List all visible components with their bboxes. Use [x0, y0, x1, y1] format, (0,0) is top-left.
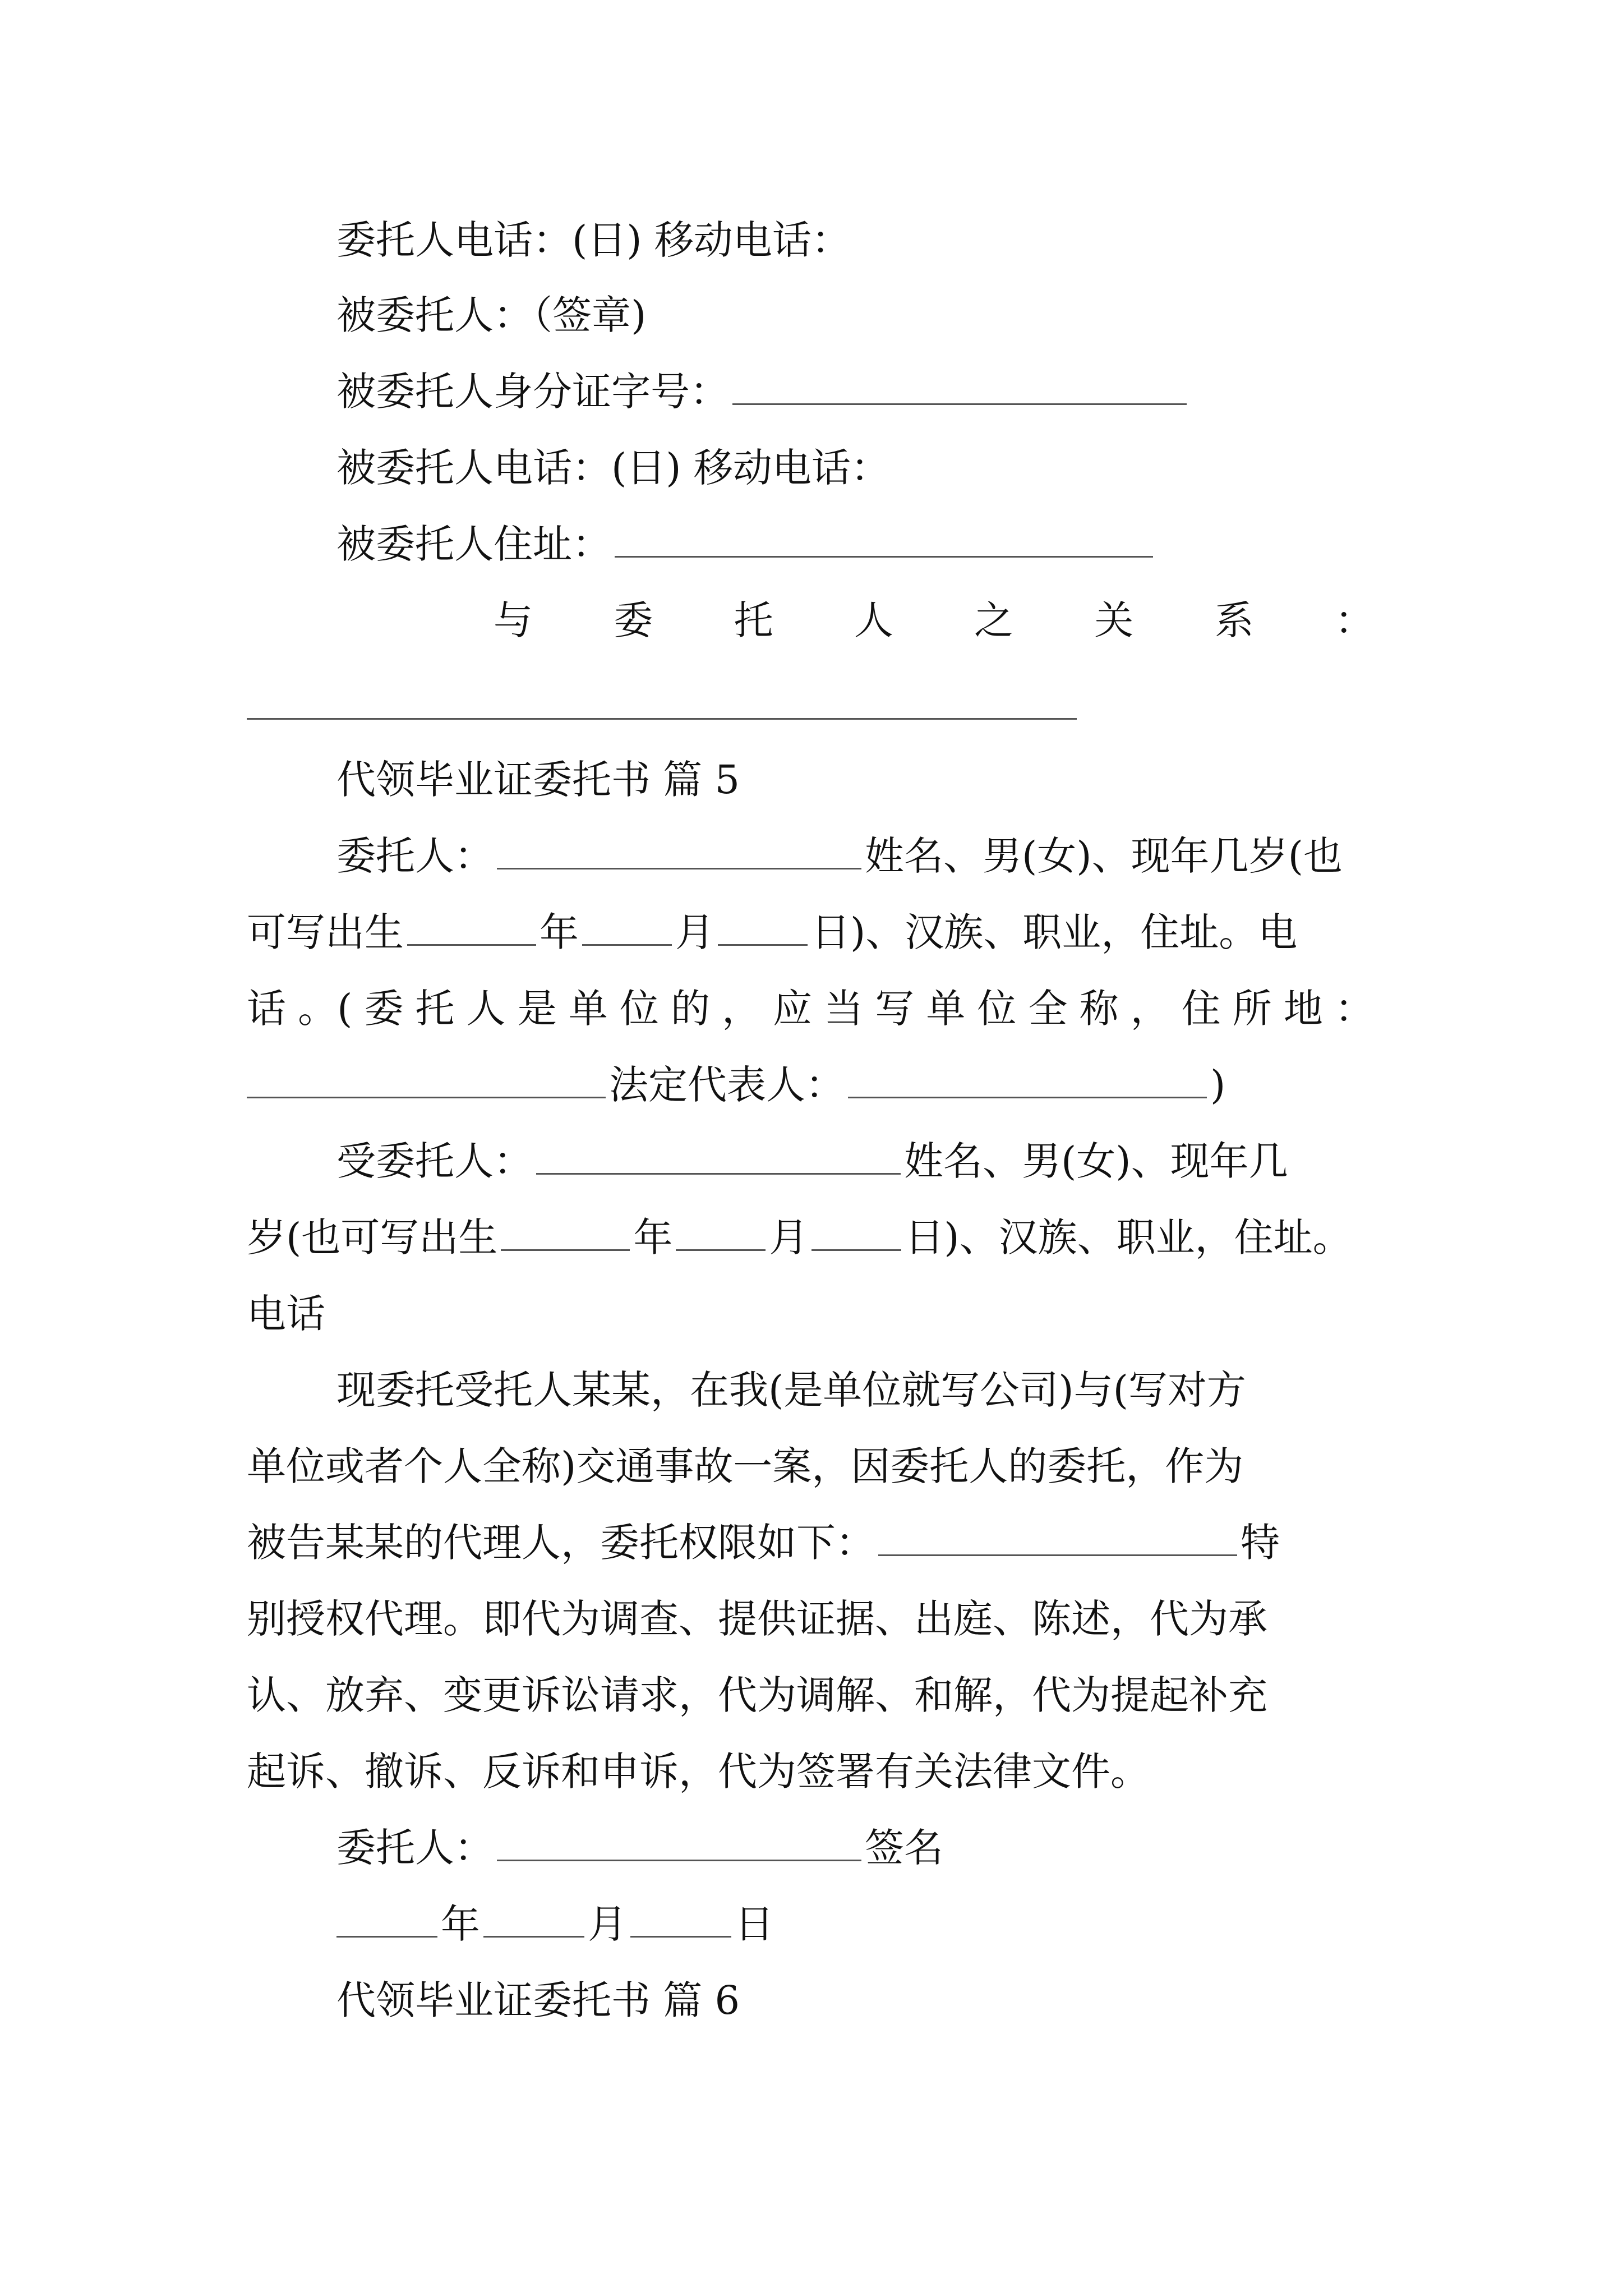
trustee-birth-day-blank[interactable] — [811, 1214, 901, 1251]
agent-id-line: 被委托人身分证字号： — [336, 364, 1190, 420]
mandate-line-6: 起诉、撤诉、反诉和申诉，代为签署有关法律文件。 — [247, 1749, 1150, 1795]
principal-phone-line: 委托人电话：(日) 移动电话： — [336, 217, 851, 263]
principal-line: 委托人： 姓名、男(女)、现年几岁(也 — [336, 833, 1343, 879]
birth-day-blank[interactable] — [718, 909, 808, 946]
date-line: 年 月 日 — [336, 1896, 774, 1952]
section-title-5: 代领毕业证委托书 篇 5 — [336, 757, 740, 803]
section-title-6: 代领毕业证委托书 篇 6 — [336, 1977, 740, 2023]
mandate-line-2: 单位或者个人全称)交通事故一案，因委托人的委托，作为 — [247, 1443, 1244, 1489]
agent-signature-line: 被委托人：（签章) — [336, 292, 647, 338]
agent-address-line: 被委托人住址： — [336, 516, 1156, 572]
trustee-blank[interactable] — [536, 1138, 901, 1175]
trustee-phone-line: 电话 — [247, 1291, 325, 1337]
principal-birth-line: 可写出生 年 月 日)、汉族、职业，住址。电 — [247, 909, 1298, 955]
mandate-line-5: 认、放弃、变更诉讼请求，代为调解、和解，代为提起补充 — [247, 1672, 1267, 1718]
mandate-line-1: 现委托受托人某某，在我(是单位就写公司)与(写对方 — [336, 1367, 1246, 1413]
principal-blank[interactable] — [497, 833, 861, 869]
trustee-birth-month-blank[interactable] — [676, 1214, 766, 1251]
authority-blank[interactable] — [878, 1520, 1237, 1556]
legal-rep-line: 法定代表人： ) — [247, 1057, 1225, 1113]
agent-phone-line: 被委托人电话：(日) 移动电话： — [336, 445, 890, 491]
date-day-blank[interactable] — [630, 1901, 731, 1938]
signature-blank[interactable] — [497, 1825, 861, 1861]
mandate-line-3: 被告某某的代理人，委托权限如下： 特 — [247, 1520, 1280, 1566]
legal-rep-blank[interactable] — [848, 1062, 1207, 1098]
relation-line: 与 委 托 人 之 关 系 ： — [494, 597, 1374, 643]
relation-blank[interactable] — [247, 718, 1077, 720]
trustee-birth-line: 岁(也可写出生 年 月 日)、汉族、职业，住址。 — [247, 1214, 1352, 1260]
agent-id-blank[interactable] — [732, 369, 1187, 405]
unit-address-blank[interactable] — [247, 1062, 606, 1098]
agent-address-blank[interactable] — [615, 521, 1153, 558]
birth-month-blank[interactable] — [582, 909, 672, 946]
date-year-blank[interactable] — [336, 1901, 437, 1938]
principal-signature-line: 委托人： 签名 — [336, 1825, 943, 1871]
trustee-line: 受委托人： 姓名、男(女)、现年几 — [336, 1138, 1288, 1184]
principal-unit-line: 话 。( 委 托 人 是 单 位 的 ， 应 当 写 单 位 全 称 ， 住 所 地 ： — [247, 986, 1374, 1032]
birth-year-blank[interactable] — [407, 909, 536, 946]
date-month-blank[interactable] — [483, 1901, 584, 1938]
trustee-birth-year-blank[interactable] — [501, 1214, 630, 1251]
mandate-line-4: 别授权代理。即代为调查、提供证据、出庭、陈述，代为承 — [247, 1596, 1267, 1642]
